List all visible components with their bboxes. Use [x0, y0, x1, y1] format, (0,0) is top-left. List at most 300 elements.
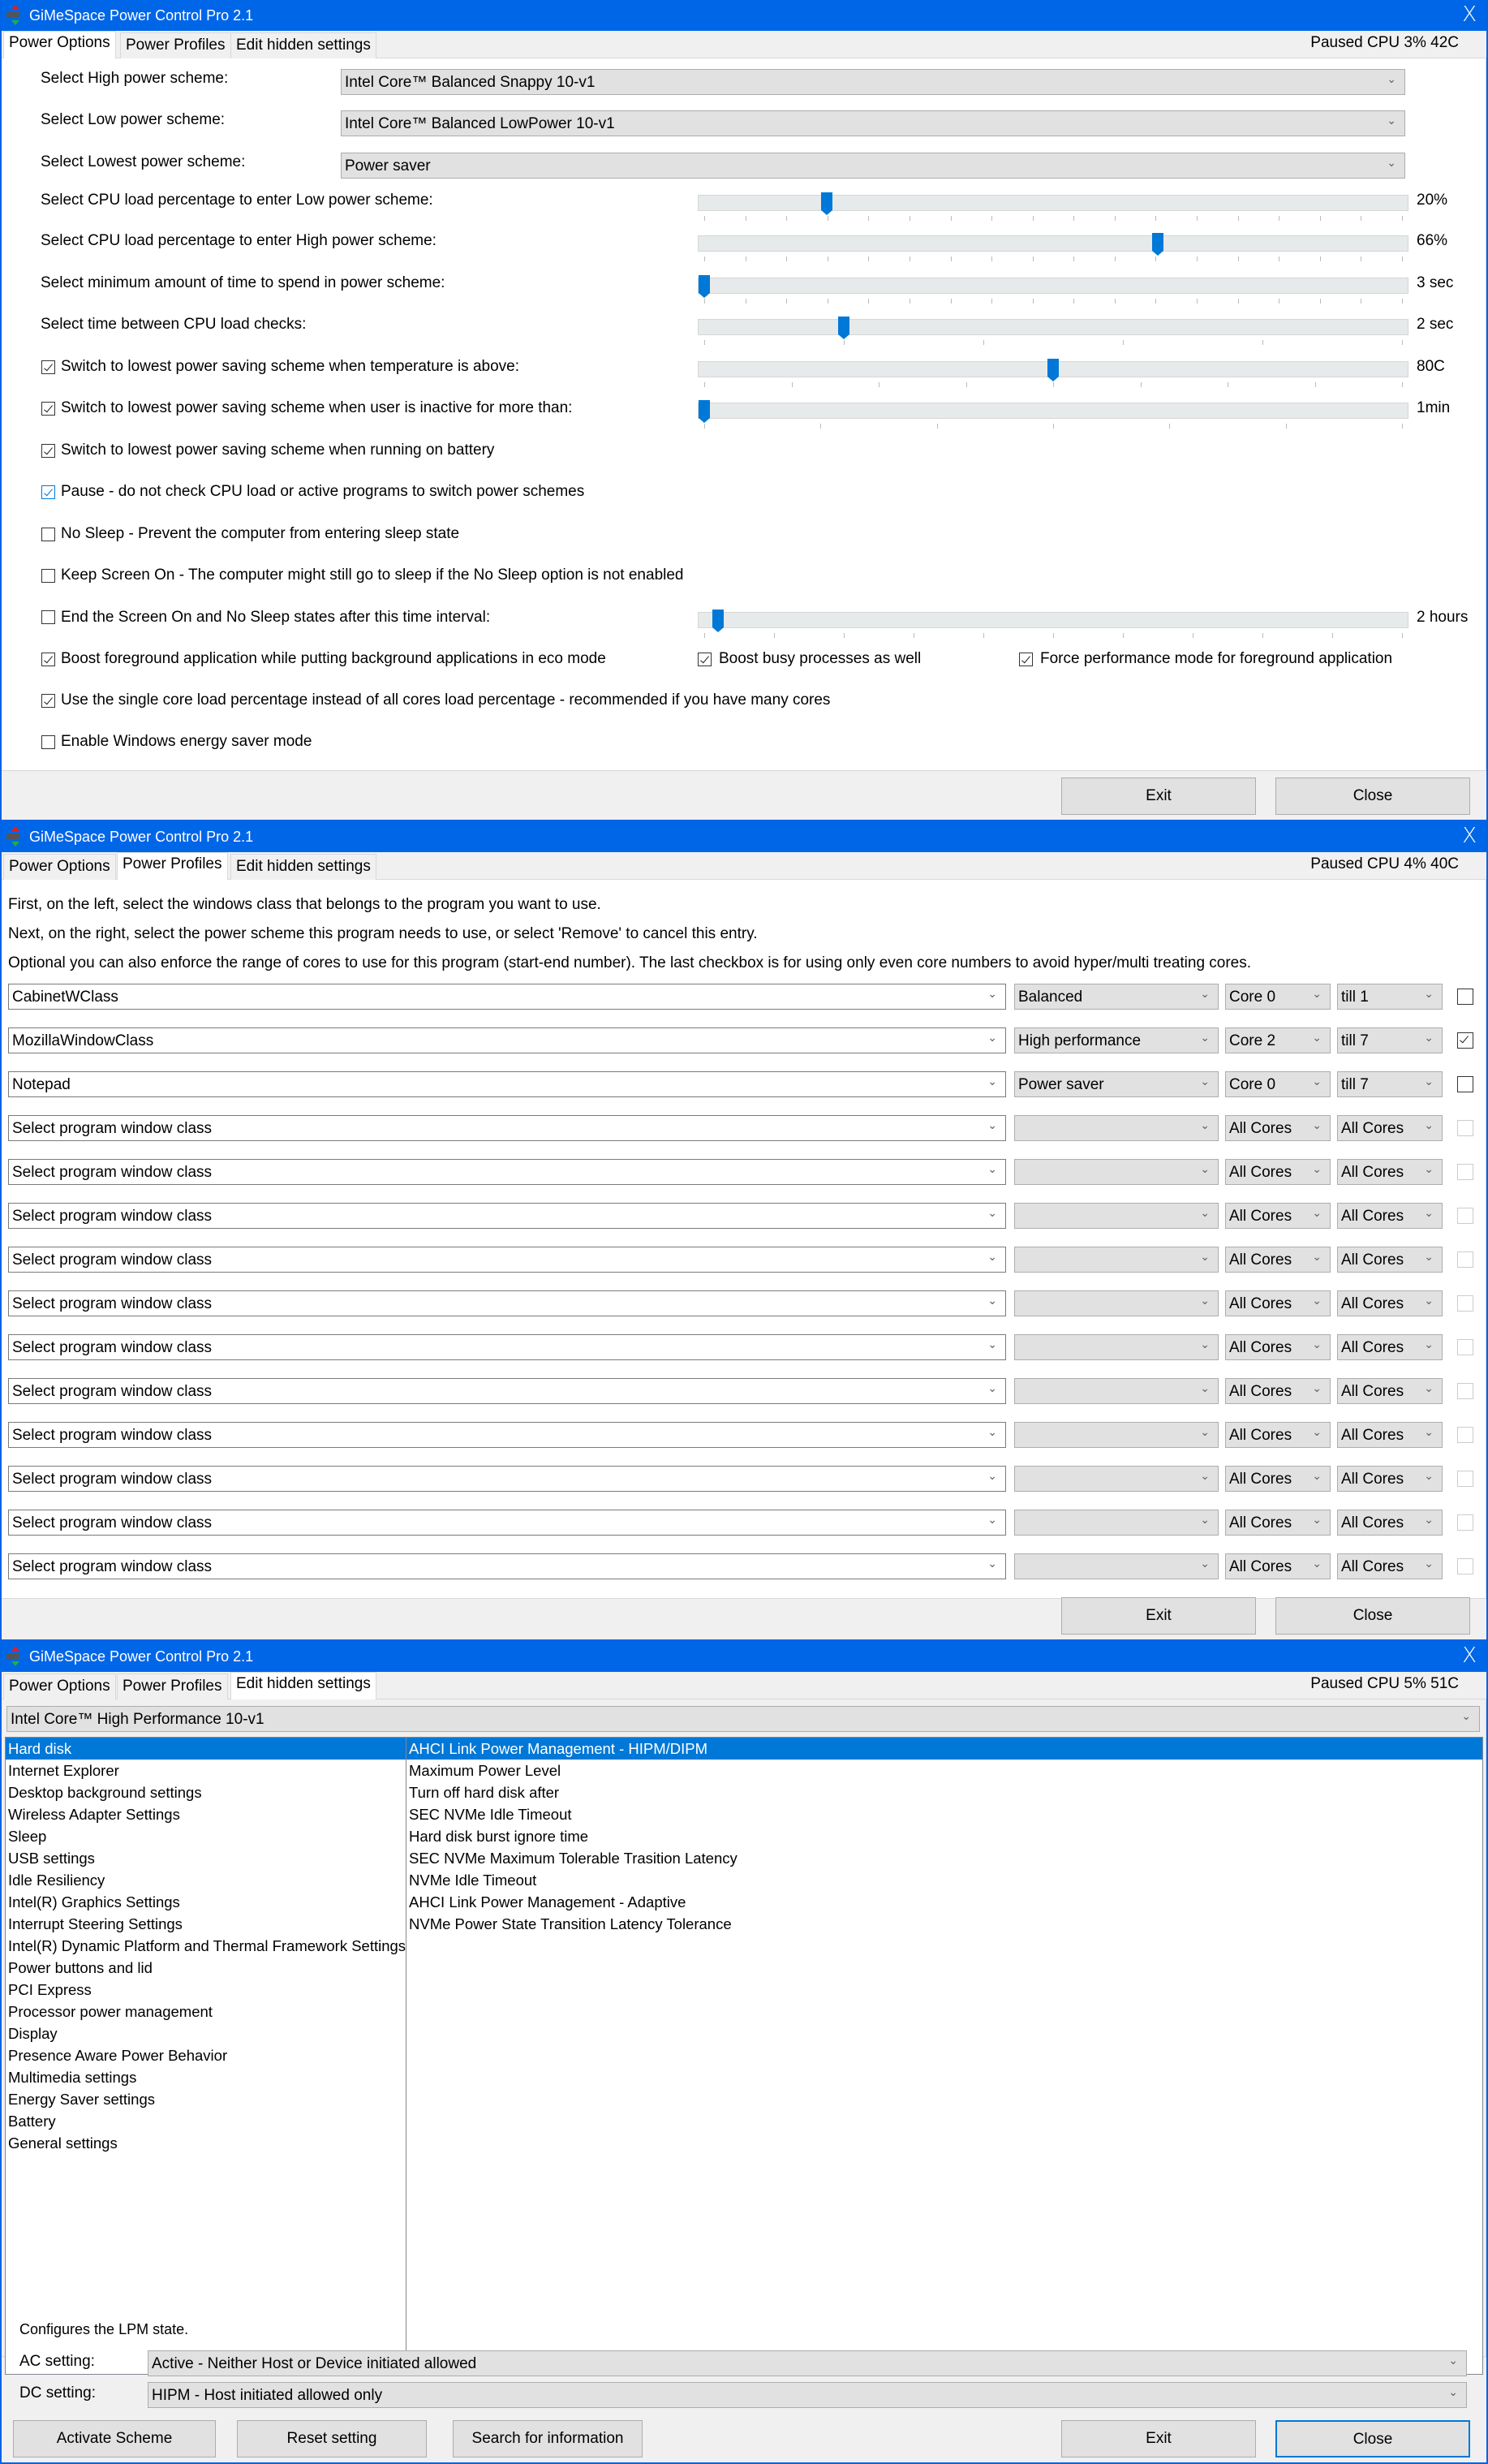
category-item[interactable]: General settings	[8, 2134, 118, 2152]
window-class-select-value: MozillaWindowClass	[12, 1032, 154, 1049]
core-start-select[interactable]	[1225, 1510, 1331, 1536]
tab-power-profiles[interactable]: Power Profiles	[117, 852, 228, 881]
setting-item[interactable]: Hard disk burst ignore time	[409, 1828, 589, 1845]
core-start-select-value: All Cores	[1229, 1164, 1292, 1181]
tick-mark	[1320, 216, 1321, 221]
window-class-select-value: Select program window class	[12, 1120, 213, 1137]
exit-button[interactable]	[1061, 1597, 1256, 1635]
setting-item[interactable]: Turn off hard disk after	[409, 1784, 560, 1801]
boost-foreground-label: Boost foreground application while putting background applications in eco mode	[61, 650, 606, 667]
slider-thumb[interactable]	[1152, 233, 1163, 251]
chevron-down-icon: ⌄	[1424, 1470, 1434, 1483]
window-class-select[interactable]	[8, 1071, 1006, 1097]
window-class-select[interactable]	[8, 1334, 1006, 1360]
scheme-select-value: Balanced	[1018, 989, 1083, 1006]
chevron-down-icon: ⌄	[1424, 1294, 1434, 1307]
scheme-select[interactable]	[1014, 1115, 1219, 1141]
core-start-select-value: All Cores	[1229, 1514, 1292, 1531]
scheme-select[interactable]	[1014, 1553, 1219, 1579]
chevron-down-icon: ⌄	[987, 1163, 997, 1176]
category-item[interactable]: Interrupt Steering Settings	[8, 1915, 183, 1932]
close-icon[interactable]: X	[1462, 2, 1477, 27]
no-sleep-label: No Sleep - Prevent the computer from entering sleep state	[61, 525, 460, 542]
category-item[interactable]: Display	[8, 2025, 58, 2042]
slider-ticks	[704, 216, 1402, 222]
window-class-select-value: CabinetWClass	[12, 989, 118, 1006]
category-item[interactable]: Intel(R) Graphics Settings	[8, 1893, 180, 1910]
close-button[interactable]	[1275, 2420, 1470, 2458]
even-cores-checkbox	[1457, 1558, 1473, 1574]
core-end-select[interactable]	[1337, 1290, 1443, 1316]
exit-label: Exit	[1146, 2430, 1172, 2447]
keep-screen-on-checkbox[interactable]	[41, 569, 55, 583]
low-scheme-select[interactable]	[341, 110, 1405, 136]
tick-mark	[704, 633, 705, 638]
chevron-down-icon: ⌄	[987, 1426, 997, 1439]
chevron-down-icon: ⌄	[1312, 1207, 1322, 1220]
close-icon[interactable]: X	[1462, 1643, 1477, 1668]
core-end-select[interactable]	[1337, 1553, 1443, 1579]
power-options-panel	[2, 58, 1486, 771]
tick-mark	[704, 299, 705, 304]
chevron-down-icon: ⌄	[1312, 1470, 1322, 1483]
core-end-select[interactable]	[1337, 1115, 1443, 1141]
core-end-select[interactable]	[1337, 1203, 1443, 1229]
category-item[interactable]: Idle Resiliency	[8, 1872, 105, 1889]
chevron-down-icon: ⌄	[987, 1514, 997, 1527]
tick-mark	[1033, 256, 1034, 261]
setting-item[interactable]: AHCI Link Power Management - HIPM/DIPM	[406, 1738, 1482, 1760]
chevron-down-icon: ⌄	[1312, 1163, 1322, 1176]
tick-mark	[991, 299, 992, 304]
tick-mark	[1402, 216, 1403, 221]
dc-setting-label: DC setting:	[19, 2384, 96, 2402]
chevron-down-icon: ⌄	[1200, 1119, 1210, 1132]
activate-scheme-button[interactable]	[13, 2420, 216, 2458]
core-start-select-value: All Cores	[1229, 1339, 1292, 1356]
scheme-select[interactable]	[1014, 1510, 1219, 1536]
search-information-button[interactable]	[453, 2420, 643, 2458]
core-end-select[interactable]	[1337, 1422, 1443, 1448]
scheme-select[interactable]	[1014, 1071, 1219, 1097]
category-item[interactable]: Battery	[8, 2113, 56, 2130]
status-text: Paused CPU 4% 40C	[1310, 855, 1459, 872]
tick-mark	[1073, 299, 1074, 304]
keep-screen-on-label: Keep Screen On - The computer might still go to sleep if the No Sleep option is not enabled	[61, 566, 684, 584]
slider-label: Select time between CPU load checks:	[41, 316, 307, 333]
core-end-select-value: All Cores	[1341, 1251, 1404, 1269]
window-class-select[interactable]	[8, 1510, 1006, 1536]
slider-track[interactable]	[698, 361, 1408, 377]
window-class-select[interactable]	[8, 1290, 1006, 1316]
even-cores-checkbox	[1457, 1514, 1473, 1531]
exit-label: Exit	[1146, 787, 1172, 804]
low-scheme-value: Intel Core™ Balanced LowPower 10-v1	[345, 115, 615, 132]
scheme-select[interactable]	[1014, 1159, 1219, 1185]
dc-setting-select[interactable]	[148, 2382, 1467, 2408]
chevron-down-icon: ⌄	[1312, 1338, 1322, 1351]
exit-button[interactable]	[1061, 778, 1256, 815]
slider-label: Select CPU load percentage to enter High power scheme:	[41, 232, 437, 249]
chevron-down-icon: ⌄	[987, 988, 997, 1001]
tick-mark	[991, 216, 992, 221]
tick-mark	[1115, 216, 1116, 221]
tick-mark	[1197, 216, 1198, 221]
boost-foreground-checkbox[interactable]	[41, 653, 55, 666]
single-core-checkbox[interactable]	[41, 694, 55, 708]
close-label: Close	[1353, 787, 1393, 804]
slider-thumb[interactable]	[1047, 359, 1059, 377]
tick-mark	[1073, 256, 1074, 261]
chevron-down-icon: ⌄	[1312, 1119, 1322, 1132]
boost-busy-checkbox[interactable]	[698, 653, 712, 666]
slider-ticks	[704, 424, 1402, 430]
category-item[interactable]: Power buttons and lid	[8, 1959, 153, 1976]
tick-mark	[1155, 216, 1156, 221]
window-class-select[interactable]	[8, 984, 1006, 1010]
core-end-select-value: till 7	[1341, 1032, 1369, 1049]
window-class-select-value: Select program window class	[12, 1251, 213, 1269]
setting-item[interactable]: SEC NVMe Idle Timeout	[409, 1806, 572, 1823]
chevron-down-icon: ⌄	[987, 1382, 997, 1395]
core-start-select[interactable]	[1225, 984, 1331, 1010]
search-information-label: Search for information	[471, 2430, 624, 2447]
setting-item[interactable]: NVMe Idle Timeout	[409, 1872, 537, 1889]
tick-mark	[704, 216, 705, 221]
activate-scheme-label: Activate Scheme	[56, 2430, 173, 2447]
category-item[interactable]: Sleep	[8, 1828, 47, 1845]
core-start-select[interactable]	[1225, 1027, 1331, 1053]
core-start-select-value: All Cores	[1229, 1120, 1292, 1137]
scheme-select[interactable]	[1014, 1334, 1219, 1360]
category-item[interactable]: Processor power management	[8, 2003, 213, 2020]
tick-mark	[1238, 299, 1239, 304]
tick-mark	[1238, 256, 1239, 261]
slider-enable-checkbox[interactable]	[41, 360, 55, 374]
app-icon	[6, 5, 24, 26]
scheme-select[interactable]	[1014, 1466, 1219, 1492]
tick-mark	[937, 424, 938, 429]
window-class-select-value: Select program window class	[12, 1383, 213, 1400]
status-text: Paused CPU 3% 42C	[1310, 34, 1459, 51]
category-item[interactable]: Wireless Adapter Settings	[8, 1806, 180, 1823]
tick-mark	[1238, 216, 1239, 221]
tick-mark	[1320, 299, 1321, 304]
core-end-select-value: All Cores	[1341, 1383, 1404, 1400]
title-bar[interactable]	[2, 821, 1486, 852]
chevron-down-icon: ⌄	[1424, 1557, 1434, 1570]
core-end-select[interactable]	[1337, 1071, 1443, 1097]
tab-power-options[interactable]: Power Options	[3, 1674, 116, 1699]
core-end-select-value: All Cores	[1341, 1164, 1404, 1181]
close-button[interactable]	[1275, 1597, 1470, 1635]
tick-mark	[1320, 256, 1321, 261]
pause-checkbox[interactable]	[41, 485, 55, 499]
chevron-down-icon: ⌄	[1200, 1032, 1210, 1045]
core-start-select[interactable]	[1225, 1115, 1331, 1141]
category-item[interactable]: Multimedia settings	[8, 2069, 137, 2086]
tick-mark	[844, 340, 845, 345]
core-start-select-value: All Cores	[1229, 1471, 1292, 1488]
energy-saver-label: Enable Windows energy saver mode	[61, 733, 312, 750]
tick-mark	[1286, 424, 1287, 429]
category-item[interactable]: Intel(R) Dynamic Platform and Thermal Framework Settings	[8, 1937, 406, 1954]
ac-setting-select[interactable]	[148, 2350, 1467, 2376]
tick-mark	[1053, 424, 1054, 429]
core-end-select[interactable]	[1337, 984, 1443, 1010]
core-end-select[interactable]	[1337, 1466, 1443, 1492]
scheme-select[interactable]	[6, 1706, 1480, 1732]
window-class-select[interactable]	[8, 1115, 1006, 1141]
category-item[interactable]: Internet Explorer	[8, 1762, 119, 1779]
tick-mark	[704, 382, 705, 387]
instruction-1: First, on the left, select the windows class that belongs to the program you want to use.	[8, 896, 601, 913]
core-end-select[interactable]	[1337, 1334, 1443, 1360]
window-class-select[interactable]	[8, 1159, 1006, 1185]
category-list[interactable]	[5, 1737, 406, 2375]
setting-list[interactable]	[406, 1737, 1483, 2375]
close-icon[interactable]: X	[1462, 824, 1477, 848]
scheme-select[interactable]	[1014, 1378, 1219, 1404]
slider-label: Switch to lowest power saving scheme when temperature is above:	[61, 358, 519, 375]
core-start-select[interactable]	[1225, 1071, 1331, 1097]
scheme-select[interactable]	[1014, 984, 1219, 1010]
even-cores-checkbox	[1457, 1427, 1473, 1443]
tab-power-profiles[interactable]: Power Profiles	[117, 1674, 228, 1699]
close-label: Close	[1353, 2431, 1393, 2448]
slider-ticks	[704, 340, 1402, 347]
tab-edit-hidden-settings[interactable]: Edit hidden settings	[230, 32, 376, 58]
core-end-select-value: All Cores	[1341, 1427, 1404, 1444]
slider-track[interactable]	[698, 235, 1408, 252]
core-start-select-value: All Cores	[1229, 1427, 1292, 1444]
tick-mark	[1262, 340, 1263, 345]
tick-mark	[1169, 424, 1170, 429]
chevron-down-icon: ⌄	[1312, 1382, 1322, 1395]
high-scheme-select[interactable]	[341, 69, 1405, 95]
slider-ticks	[704, 299, 1402, 305]
window-class-select-value: Select program window class	[12, 1339, 213, 1356]
scheme-value: Intel Core™ High Performance 10-v1	[11, 1711, 264, 1728]
exit-label: Exit	[1146, 1607, 1172, 1624]
tick-mark	[1115, 256, 1116, 261]
close-button[interactable]	[1275, 778, 1470, 815]
even-cores-checkbox	[1457, 1120, 1473, 1136]
close-label: Close	[1353, 1607, 1393, 1624]
window-power-options	[0, 0, 1488, 821]
slider-ticks	[704, 256, 1402, 263]
scheme-select[interactable]	[1014, 1027, 1219, 1053]
core-start-select[interactable]	[1225, 1466, 1331, 1492]
ac-setting-value: Active - Neither Host or Device initiated allowed	[152, 2355, 477, 2372]
title-bar[interactable]	[2, 0, 1486, 31]
core-end-select[interactable]	[1337, 1510, 1443, 1536]
core-end-select-value: All Cores	[1341, 1471, 1404, 1488]
window-class-select[interactable]	[8, 1378, 1006, 1404]
setting-item[interactable]: SEC NVMe Maximum Tolerable Trasition Latency	[409, 1850, 738, 1867]
even-cores-checkbox[interactable]	[1457, 989, 1473, 1005]
core-start-select[interactable]	[1225, 1247, 1331, 1273]
core-end-select[interactable]	[1337, 1159, 1443, 1185]
core-start-select[interactable]	[1225, 1422, 1331, 1448]
title-bar[interactable]	[2, 1641, 1486, 1672]
setting-description: Configures the LPM state.	[19, 2321, 189, 2337]
tab-edit-hidden-settings[interactable]: Edit hidden settings	[230, 1672, 376, 1700]
slider-track[interactable]	[698, 195, 1408, 211]
tick-mark	[786, 256, 787, 261]
window-class-select[interactable]	[8, 1466, 1006, 1492]
instruction-2: Next, on the right, select the power scheme this program needs to use, or select 'Remove' to cancel this entry.	[8, 925, 758, 942]
chevron-down-icon: ⌄	[1200, 1470, 1210, 1483]
setting-item[interactable]: NVMe Power State Transition Latency Tolerance	[409, 1915, 732, 1932]
tab-bar	[2, 852, 1486, 880]
end-interval-checkbox[interactable]	[41, 610, 55, 624]
exit-button[interactable]	[1061, 2420, 1256, 2458]
even-cores-checkbox	[1457, 1208, 1473, 1224]
chevron-down-icon: ⌄	[987, 1207, 997, 1220]
even-cores-checkbox[interactable]	[1457, 1032, 1473, 1049]
chevron-down-icon: ⌄	[1200, 1514, 1210, 1527]
tab-edit-hidden-settings[interactable]: Edit hidden settings	[230, 854, 376, 880]
dc-setting-value: HIPM - Host initiated allowed only	[152, 2387, 383, 2404]
core-start-select-value: All Cores	[1229, 1208, 1292, 1225]
core-start-select[interactable]	[1225, 1553, 1331, 1579]
force-performance-checkbox[interactable]	[1019, 653, 1033, 666]
slider-thumb[interactable]	[712, 610, 724, 627]
app-icon	[6, 826, 24, 847]
chevron-down-icon: ⌄	[1200, 1251, 1210, 1264]
slider-thumb[interactable]	[699, 275, 710, 293]
no-sleep-checkbox[interactable]	[41, 528, 55, 541]
tick-mark	[1197, 256, 1198, 261]
core-start-select[interactable]	[1225, 1334, 1331, 1360]
tick-mark	[704, 424, 705, 429]
reset-setting-label: Reset setting	[286, 2430, 377, 2447]
force-performance-label: Force performance mode for foreground application	[1040, 650, 1393, 667]
tick-mark	[966, 382, 967, 387]
status-text: Paused CPU 5% 51C	[1310, 1675, 1459, 1692]
category-item[interactable]: Hard disk	[6, 1738, 406, 1760]
window-class-select[interactable]	[8, 1247, 1006, 1273]
core-end-select-value: All Cores	[1341, 1208, 1404, 1225]
chevron-down-icon: ⌄	[1312, 1426, 1322, 1439]
core-end-select-value: All Cores	[1341, 1120, 1404, 1137]
chevron-down-icon: ⌄	[1424, 988, 1434, 1001]
chevron-down-icon: ⌄	[1312, 1032, 1322, 1045]
slider-thumb[interactable]	[699, 400, 710, 418]
chevron-down-icon: ⌄	[1312, 1075, 1322, 1088]
core-start-select[interactable]	[1225, 1203, 1331, 1229]
tick-mark	[1262, 633, 1263, 638]
energy-saver-checkbox[interactable]	[41, 735, 55, 749]
setting-item[interactable]: AHCI Link Power Management - Adaptive	[409, 1893, 686, 1910]
category-item[interactable]: Presence Aware Power Behavior	[8, 2047, 228, 2064]
tick-mark	[1033, 216, 1034, 221]
tick-mark	[820, 424, 821, 429]
scheme-select[interactable]	[1014, 1203, 1219, 1229]
tick-mark	[991, 256, 992, 261]
even-cores-checkbox	[1457, 1251, 1473, 1268]
slider-value: 1min	[1417, 399, 1451, 416]
tick-mark	[868, 299, 869, 304]
core-end-select[interactable]	[1337, 1027, 1443, 1053]
tick-mark	[786, 216, 787, 221]
core-end-select-value: till 7	[1341, 1076, 1369, 1093]
even-cores-checkbox[interactable]	[1457, 1076, 1473, 1092]
chevron-down-icon: ⌄	[1312, 1514, 1322, 1527]
pause-label: Pause - do not check CPU load or active programs to switch power schemes	[61, 483, 585, 500]
tab-power-options[interactable]: Power Options	[3, 854, 116, 880]
core-start-select[interactable]	[1225, 1290, 1331, 1316]
slider-thumb[interactable]	[821, 192, 832, 210]
window-class-select[interactable]	[8, 1203, 1006, 1229]
reset-setting-button[interactable]	[237, 2420, 427, 2458]
chevron-down-icon: ⌄	[987, 1119, 997, 1132]
slider-track[interactable]	[698, 403, 1408, 419]
even-cores-checkbox	[1457, 1383, 1473, 1399]
core-end-select[interactable]	[1337, 1378, 1443, 1404]
chevron-down-icon: ⌄	[1448, 2386, 1458, 2399]
lowest-scheme-select[interactable]	[341, 153, 1405, 179]
slider-ticks	[704, 633, 1402, 640]
slider-ticks	[704, 382, 1402, 389]
chevron-down-icon: ⌄	[1200, 1338, 1210, 1351]
core-start-select[interactable]	[1225, 1378, 1331, 1404]
even-cores-checkbox	[1457, 1164, 1473, 1180]
tick-mark	[1123, 340, 1124, 345]
chevron-down-icon: ⌄	[1200, 1075, 1210, 1088]
slider-enable-checkbox[interactable]	[41, 402, 55, 416]
category-item[interactable]: USB settings	[8, 1850, 95, 1867]
setting-item[interactable]: Maximum Power Level	[409, 1762, 561, 1779]
scheme-select[interactable]	[1014, 1290, 1219, 1316]
core-start-select-value: All Cores	[1229, 1383, 1292, 1400]
tick-mark	[1402, 382, 1403, 387]
end-interval-slider[interactable]	[698, 612, 1408, 628]
tick-mark	[1053, 382, 1054, 387]
slider-track[interactable]	[698, 278, 1408, 294]
category-item[interactable]: PCI Express	[8, 1981, 92, 1998]
core-end-select-value: All Cores	[1341, 1339, 1404, 1356]
end-interval-label: End the Screen On and No Sleep states after this time interval:	[61, 609, 491, 626]
window-class-select-value: Select program window class	[12, 1295, 213, 1312]
even-cores-checkbox	[1457, 1471, 1473, 1487]
tab-power-options[interactable]: Power Options	[3, 31, 116, 59]
battery-label: Switch to lowest power saving scheme when running on battery	[61, 442, 495, 459]
slider-track[interactable]	[698, 319, 1408, 335]
battery-checkbox[interactable]	[41, 444, 55, 458]
slider-value: 2 sec	[1417, 316, 1454, 333]
chevron-down-icon: ⌄	[1200, 1382, 1210, 1395]
slider-label: Select CPU load percentage to enter Low power scheme:	[41, 192, 433, 209]
core-start-select[interactable]	[1225, 1159, 1331, 1185]
window-class-select-value: Select program window class	[12, 1164, 213, 1181]
category-item[interactable]: Energy Saver settings	[8, 2091, 155, 2108]
window-class-select[interactable]	[8, 1553, 1006, 1579]
category-item[interactable]: Desktop background settings	[8, 1784, 202, 1801]
core-end-select[interactable]	[1337, 1247, 1443, 1273]
scheme-select[interactable]	[1014, 1422, 1219, 1448]
window-class-select[interactable]	[8, 1027, 1006, 1053]
lowest-scheme-label: Select Lowest power scheme:	[41, 153, 246, 170]
scheme-select[interactable]	[1014, 1247, 1219, 1273]
tab-power-profiles[interactable]: Power Profiles	[120, 32, 231, 58]
window-class-select[interactable]	[8, 1422, 1006, 1448]
slider-thumb[interactable]	[838, 317, 849, 334]
chevron-down-icon: ⌄	[987, 1251, 997, 1264]
tick-mark	[1155, 299, 1156, 304]
slider-label: Select minimum amount of time to spend in power scheme:	[41, 274, 445, 291]
